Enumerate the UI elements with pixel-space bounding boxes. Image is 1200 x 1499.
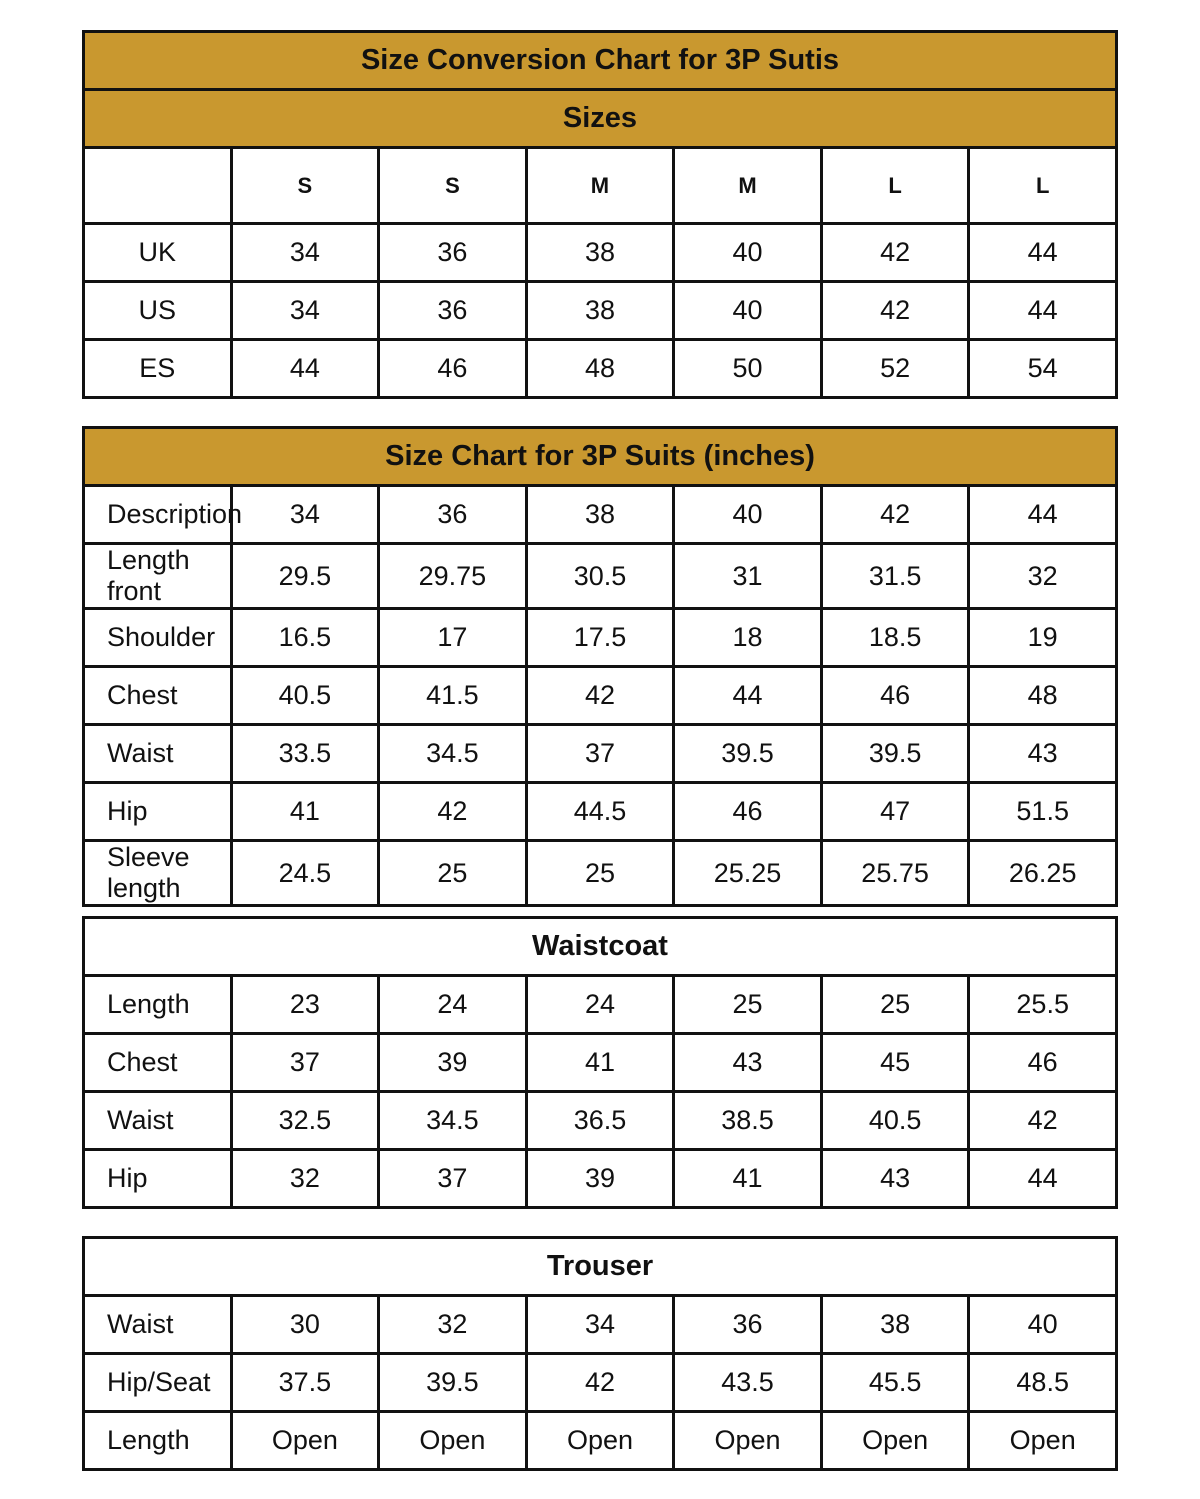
- table-cell: 38: [821, 1296, 969, 1354]
- table-cell: 36: [379, 224, 527, 282]
- row-label: Waist: [84, 725, 232, 783]
- table-cell: 34: [231, 282, 379, 340]
- table-cell: 41.5: [379, 667, 527, 725]
- table-cell: 52: [821, 340, 969, 398]
- table-cell: 51.5: [969, 783, 1117, 841]
- table-cell: 18: [674, 609, 822, 667]
- row-label: UK: [84, 224, 232, 282]
- table-row: [84, 1412, 1117, 1470]
- row-label: Hip: [84, 783, 232, 841]
- table-cell: 23: [231, 976, 379, 1034]
- table-cell: 50: [674, 340, 822, 398]
- table-cell: 40.5: [231, 667, 379, 725]
- table-cell: 25: [821, 976, 969, 1034]
- table-cell: 37: [379, 1150, 527, 1208]
- table-cell: 41: [231, 783, 379, 841]
- table-cell: 46: [379, 340, 527, 398]
- table-row: [84, 224, 1117, 282]
- table-cell: 25.25: [674, 841, 822, 906]
- table-cell: 26.25: [969, 841, 1117, 906]
- table-cell: 48: [526, 340, 674, 398]
- table-cell: 24: [379, 976, 527, 1034]
- table-cell: Open: [526, 1412, 674, 1470]
- table-cell: 32: [969, 544, 1117, 609]
- table-cell: 42: [526, 667, 674, 725]
- table-cell: 43.5: [674, 1354, 822, 1412]
- table-cell: 42: [526, 1354, 674, 1412]
- table-cell: 44: [969, 282, 1117, 340]
- table-row: [84, 544, 1117, 609]
- row-label: US: [84, 282, 232, 340]
- table-cell: 24: [526, 976, 674, 1034]
- table-cell: 43: [969, 725, 1117, 783]
- table-cell: 19: [969, 609, 1117, 667]
- table-cell: 45.5: [821, 1354, 969, 1412]
- size-letter: M: [674, 148, 822, 224]
- table-cell: 42: [821, 224, 969, 282]
- size-conversion-table: [82, 30, 1118, 399]
- table-row: [84, 282, 1117, 340]
- waistcoat-size-table: [82, 916, 1118, 1209]
- table-cell: 32: [231, 1150, 379, 1208]
- table-cell: 39: [379, 1034, 527, 1092]
- table-cell: 38: [526, 486, 674, 544]
- table-cell: 18.5: [821, 609, 969, 667]
- table-cell: Open: [969, 1412, 1117, 1470]
- row-label: Sleeve length: [84, 841, 232, 906]
- size-letter: M: [526, 148, 674, 224]
- size-letter-row: [84, 148, 1117, 224]
- table-cell: 25.5: [969, 976, 1117, 1034]
- table-cell: 44: [674, 667, 822, 725]
- table-cell: 40: [674, 224, 822, 282]
- table-cell: 29.5: [231, 544, 379, 609]
- table-cell: 40: [969, 1296, 1117, 1354]
- row-label: Hip/Seat: [84, 1354, 232, 1412]
- row-label: Length: [84, 1412, 232, 1470]
- table-cell: 43: [821, 1150, 969, 1208]
- table-cell: 34: [231, 224, 379, 282]
- table-row: [84, 340, 1117, 398]
- table-cell: 44.5: [526, 783, 674, 841]
- table-row: [84, 1296, 1117, 1354]
- table-cell: 40: [674, 486, 822, 544]
- row-label: Length: [84, 976, 232, 1034]
- table-cell: 39: [526, 1150, 674, 1208]
- table-cell: 36: [379, 486, 527, 544]
- empty-corner-cell: [84, 148, 232, 224]
- table-cell: 34: [526, 1296, 674, 1354]
- table-cell: 36: [674, 1296, 822, 1354]
- table-cell: 42: [969, 1092, 1117, 1150]
- table-cell: 39.5: [674, 725, 822, 783]
- table-row: [84, 841, 1117, 906]
- table-cell: 39.5: [821, 725, 969, 783]
- table-cell: 29.75: [379, 544, 527, 609]
- table-cell: 41: [674, 1150, 822, 1208]
- table-cell: 41: [526, 1034, 674, 1092]
- table-cell: 25: [526, 841, 674, 906]
- table-cell: 45: [821, 1034, 969, 1092]
- table-row: [84, 486, 1117, 544]
- table-row: [84, 1354, 1117, 1412]
- table-row: [84, 1034, 1117, 1092]
- table-cell: 34.5: [379, 1092, 527, 1150]
- table-row: [84, 609, 1117, 667]
- table-cell: 17: [379, 609, 527, 667]
- table-cell: 44: [969, 486, 1117, 544]
- table-cell: 33.5: [231, 725, 379, 783]
- table-cell: 48: [969, 667, 1117, 725]
- size-letter: S: [231, 148, 379, 224]
- table-cell: 25: [379, 841, 527, 906]
- table-cell: 42: [821, 282, 969, 340]
- conversion-subtitle: Sizes: [84, 90, 1117, 148]
- table-cell: 25.75: [821, 841, 969, 906]
- waistcoat-title: Waistcoat: [84, 918, 1117, 976]
- table-cell: 32: [379, 1296, 527, 1354]
- trouser-size-table: [82, 1236, 1118, 1471]
- row-label: Length front: [84, 544, 232, 609]
- table-cell: Open: [379, 1412, 527, 1470]
- suits-title: Size Chart for 3P Suits (inches): [84, 428, 1117, 486]
- table-cell: 30: [231, 1296, 379, 1354]
- size-letter: L: [969, 148, 1117, 224]
- table-cell: 38.5: [674, 1092, 822, 1150]
- table-cell: 40: [674, 282, 822, 340]
- table-cell: 37.5: [231, 1354, 379, 1412]
- size-letter: L: [821, 148, 969, 224]
- table-cell: 42: [821, 486, 969, 544]
- table-row: [84, 1092, 1117, 1150]
- table-cell: 30.5: [526, 544, 674, 609]
- table-cell: 44: [969, 224, 1117, 282]
- table-cell: 36: [379, 282, 527, 340]
- table-cell: Open: [674, 1412, 822, 1470]
- table-row: [84, 725, 1117, 783]
- table-cell: 46: [821, 667, 969, 725]
- table-cell: 37: [526, 725, 674, 783]
- table-cell: 42: [379, 783, 527, 841]
- table-cell: 47: [821, 783, 969, 841]
- table-cell: 44: [969, 1150, 1117, 1208]
- table-cell: 38: [526, 282, 674, 340]
- table-cell: 31: [674, 544, 822, 609]
- table-cell: 17.5: [526, 609, 674, 667]
- table-cell: 25: [674, 976, 822, 1034]
- table-cell: 43: [674, 1034, 822, 1092]
- row-label: Waist: [84, 1092, 232, 1150]
- table-cell: 54: [969, 340, 1117, 398]
- table-row: [84, 783, 1117, 841]
- conversion-title: Size Conversion Chart for 3P Sutis: [84, 32, 1117, 90]
- table-cell: 34: [231, 486, 379, 544]
- table-cell: 36.5: [526, 1092, 674, 1150]
- table-row: [84, 667, 1117, 725]
- row-label: Chest: [84, 1034, 232, 1092]
- table-row: [84, 1150, 1117, 1208]
- table-row: [84, 976, 1117, 1034]
- table-cell: 31.5: [821, 544, 969, 609]
- trouser-title: Trouser: [84, 1238, 1117, 1296]
- table-cell: 32.5: [231, 1092, 379, 1150]
- table-cell: Open: [821, 1412, 969, 1470]
- table-cell: 39.5: [379, 1354, 527, 1412]
- table-cell: 16.5: [231, 609, 379, 667]
- row-label: Description: [84, 486, 232, 544]
- table-cell: 40.5: [821, 1092, 969, 1150]
- row-label: Hip: [84, 1150, 232, 1208]
- size-letter: S: [379, 148, 527, 224]
- table-cell: 38: [526, 224, 674, 282]
- row-label: Waist: [84, 1296, 232, 1354]
- row-label: Shoulder: [84, 609, 232, 667]
- suit-size-table: [82, 426, 1118, 907]
- table-cell: 44: [231, 340, 379, 398]
- table-cell: 48.5: [969, 1354, 1117, 1412]
- table-cell: 37: [231, 1034, 379, 1092]
- row-label: ES: [84, 340, 232, 398]
- table-cell: 24.5: [231, 841, 379, 906]
- table-cell: Open: [231, 1412, 379, 1470]
- row-label: Chest: [84, 667, 232, 725]
- table-cell: 46: [969, 1034, 1117, 1092]
- table-cell: 46: [674, 783, 822, 841]
- table-cell: 34.5: [379, 725, 527, 783]
